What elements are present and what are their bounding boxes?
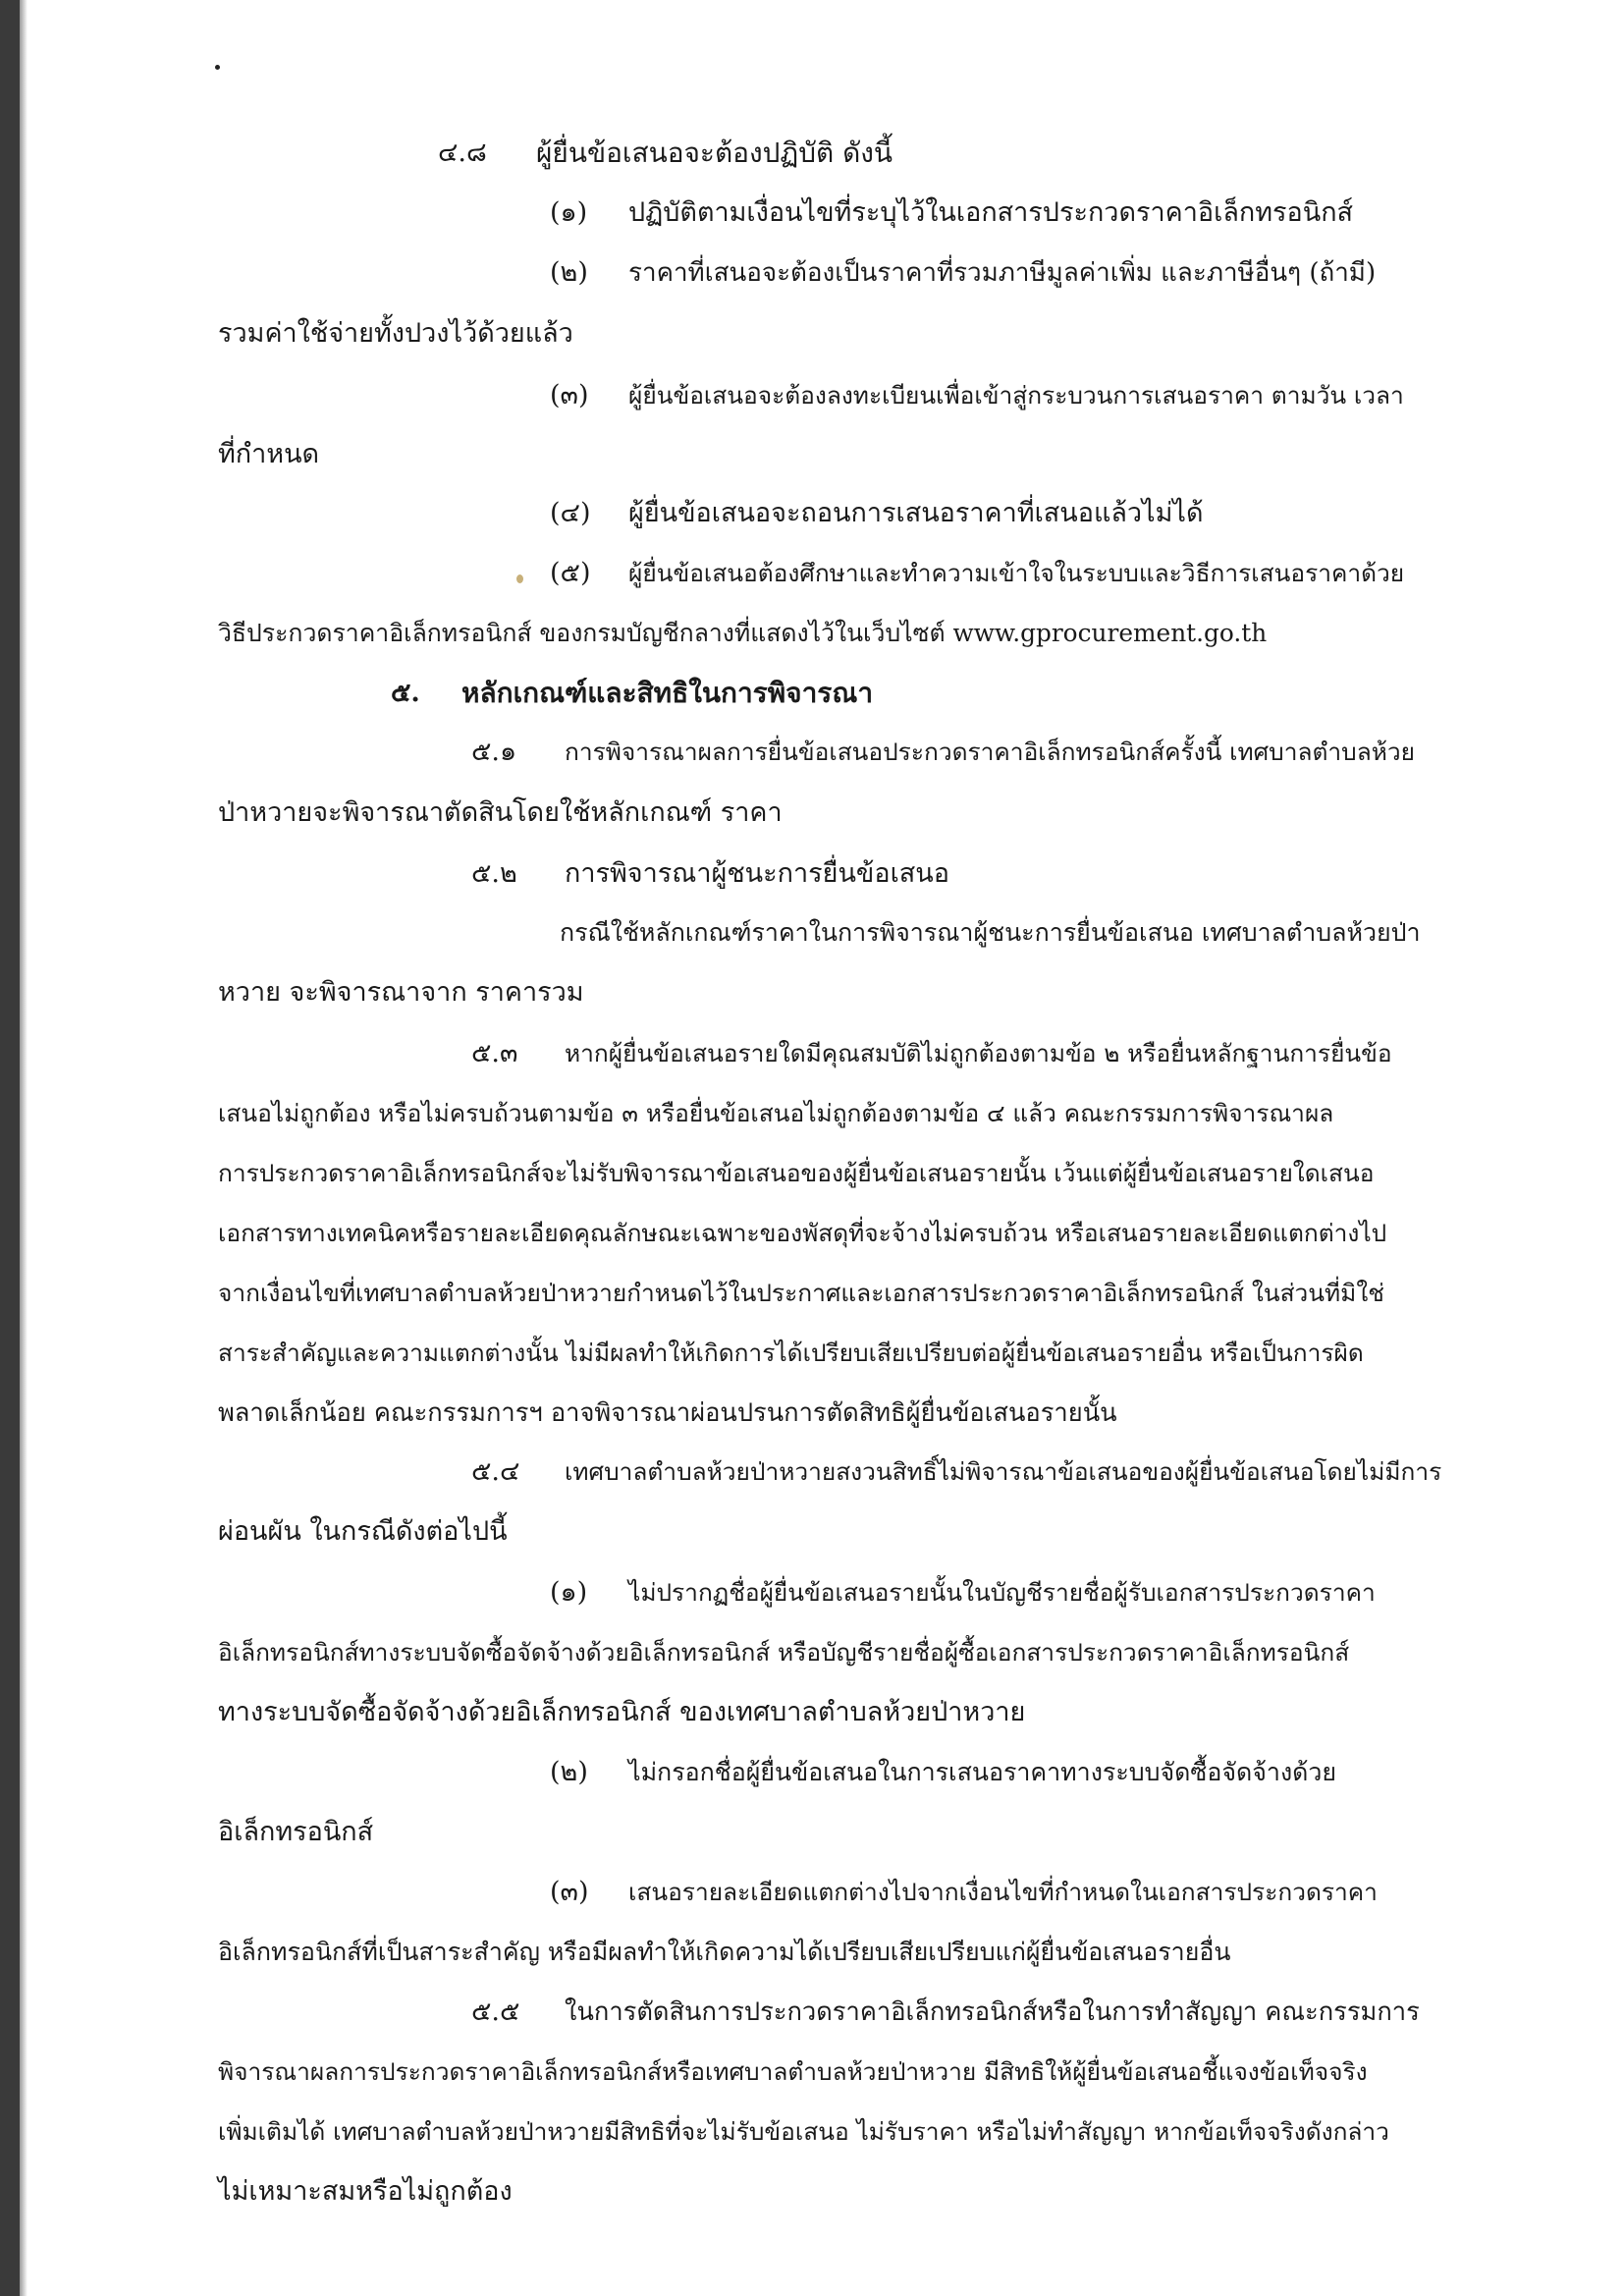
- text-line: จากเงื่อนไขที่เทศบาลตำบลห้วยป่าหวายกำหนดไว้ในประกาศและเอกสารประกวดราคาอิเล็กทรอนิกส์ ในส่วนที่มิใช่: [218, 1279, 1384, 1307]
- text-line: ผู้ยื่นข้อเสนอจะต้องลงทะเบียนเพื่อเข้าสู่กระบวนการเสนอราคา ตามวัน เวลา: [628, 381, 1404, 410]
- text-line: ไม่กรอกชื่อผู้ยื่นข้อเสนอในการเสนอราคาทางระบบจัดซื้อจัดจ้างด้วย: [628, 1758, 1337, 1786]
- text-line: ผู้ยื่นข้อเสนอจะต้องปฏิบัติ ดังนี้: [536, 137, 893, 169]
- text-line: อิเล็กทรอนิกส์: [218, 1817, 374, 1847]
- item-number: (๓): [550, 1877, 589, 1907]
- text-line: ปฏิบัติตามเงื่อนไขที่ระบุไว้ในเอกสารประกวดราคาอิเล็กทรอนิกส์: [628, 197, 1354, 228]
- text-line: อิเล็กทรอนิกส์ทางระบบจัดซื้อจัดจ้างด้วยอิเล็กทรอนิกส์ หรือบัญชีรายชื่อผู้ซื้อเอกสารประกวดราคาอิเล็กทรอนิกส์: [218, 1638, 1350, 1667]
- text-line: สาระสำคัญและความแตกต่างนั้น ไม่มีผลทำให้เกิดการได้เปรียบเสียเปรียบต่อผู้ยื่นข้อเสนอรายอื่น หรือเป็นการผิด: [218, 1339, 1364, 1367]
- item-number: (๑): [550, 1577, 588, 1608]
- clause-number: ๕.๕: [471, 1996, 520, 2027]
- text-line: เอกสารทางเทคนิคหรือรายละเอียดคุณลักษณะเฉพาะของพัสดุที่จะจ้างไม่ครบถ้วน หรือเสนอรายละเอียดแตกต่างไป: [218, 1219, 1387, 1247]
- text-line: เสนอไม่ถูกต้อง หรือไม่ครบถ้วนตามข้อ ๓ หรือยื่นข้อเสนอไม่ถูกต้องตามข้อ ๔ แล้ว คณะกรรมการพิจารณาผล: [218, 1099, 1334, 1127]
- text-line: การประกวดราคาอิเล็กทรอนิกส์จะไม่รับพิจารณาข้อเสนอของผู้ยื่นข้อเสนอรายนั้น เว้นแต่ผู้ยื่นข้อเสนอรายใดเสนอ: [218, 1159, 1375, 1187]
- section-number: ๕.: [391, 678, 420, 708]
- text-line: ป่าหวายจะพิจารณาตัดสินโดยใช้หลักเกณฑ์ ราคา: [218, 797, 783, 828]
- text-line: เสนอรายละเอียดแตกต่างไปจากเงื่อนไขที่กำหนดในเอกสารประกวดราคา: [628, 1878, 1378, 1906]
- clause-number: ๕.๑: [471, 737, 517, 767]
- text-line: ไม่เหมาะสมหรือไม่ถูกต้อง: [218, 2176, 513, 2207]
- text-line: อิเล็กทรอนิกส์ที่เป็นสาระสำคัญ หรือมีผลทำให้เกิดความได้เปรียบเสียเปรียบแก่ผู้ยื่นข้อเสนอรายอื่น: [218, 1938, 1231, 1966]
- scan-edge: [0, 0, 20, 2296]
- text-line: หากผู้ยื่นข้อเสนอรายใดมีคุณสมบัติไม่ถูกต้องตามข้อ ๒ หรือยื่นหลักฐานการยื่นข้อ: [565, 1039, 1392, 1067]
- scan-speck: [516, 574, 523, 583]
- text-line: ทางระบบจัดซื้อจัดจ้างด้วยอิเล็กทรอนิกส์ ของเทศบาลตำบลห้วยป่าหวาย: [218, 1697, 1026, 1727]
- text-line: ในการตัดสินการประกวดราคาอิเล็กทรอนิกส์หรือในการทำสัญญา คณะกรรมการ: [565, 1997, 1420, 2027]
- text-line: พลาดเล็กน้อย คณะกรรมการฯ อาจพิจารณาผ่อนปรนการตัดสิทธิผู้ยื่นข้อเสนอรายนั้น: [218, 1398, 1117, 1428]
- text-line: เทศบาลตำบลห้วยป่าหวายสงวนสิทธิ์ไม่พิจารณาข้อเสนอของผู้ยื่นข้อเสนอโดยไม่มีการ: [565, 1457, 1442, 1486]
- text-line: กรณีใช้หลักเกณฑ์ราคาในการพิจารณาผู้ชนะการยื่นข้อเสนอ เทศบาลตำบลห้วยป่า: [560, 918, 1421, 947]
- text-line: การพิจารณาผลการยื่นข้อเสนอประกวดราคาอิเล็กทรอนิกส์ครั้งนี้ เทศบาลตำบลห้วย: [565, 738, 1416, 766]
- scan-edge-shadow: [20, 0, 27, 2296]
- text-line: ราคาที่เสนอจะต้องเป็นราคาที่รวมภาษีมูลค่าเพิ่ม และภาษีอื่นๆ (ถ้ามี): [628, 258, 1377, 288]
- item-number: (๓): [550, 380, 589, 410]
- clause-number: ๕.๒: [471, 858, 517, 889]
- text-line: ผ่อนผัน ในกรณีดังต่อไปนี้: [218, 1516, 508, 1547]
- item-number: (๑): [550, 197, 588, 228]
- text-line: วิธีประกวดราคาอิเล็กทรอนิกส์ ของกรมบัญชีกลางที่แสดงไว้ในเว็บไซต์ www.gprocurement.go.th: [218, 619, 1268, 647]
- text-line: เพิ่มเติมได้ เทศบาลตำบลห้วยป่าหวายมีสิทธิที่จะไม่รับข้อเสนอ ไม่รับราคา หรือไม่ทำสัญญา หากข้อเท็จจริงดังกล่าว: [218, 2117, 1389, 2146]
- section-heading: หลักเกณฑ์และสิทธิในการพิจารณา: [461, 677, 874, 709]
- item-number: (๒): [550, 257, 588, 288]
- clause-number: ๔.๘: [438, 137, 487, 168]
- text-line: หวาย จะพิจารณาจาก ราคารวม: [218, 977, 584, 1008]
- clause-number: ๕.๔: [471, 1456, 520, 1487]
- item-number: (๔): [550, 498, 591, 528]
- text-line: ผู้ยื่นข้อเสนอต้องศึกษาและทำความเข้าใจในระบบและวิธีการเสนอราคาด้วย: [628, 559, 1405, 587]
- text-line: พิจารณาผลการประกวดราคาอิเล็กทรอนิกส์หรือเทศบาลตำบลห้วยป่าหวาย มีสิทธิให้ผู้ยื่นข้อเสนอชี้แจงข้อเท็จจริง: [218, 2057, 1368, 2086]
- item-number: (๒): [550, 1757, 588, 1787]
- clause-number: ๕.๓: [471, 1038, 518, 1068]
- text-line: รวมค่าใช้จ่ายทั้งปวงไว้ด้วยแล้ว: [218, 318, 573, 349]
- text-line: ไม่ปรากฏชื่อผู้ยื่นข้อเสนอรายนั้นในบัญชีรายชื่อผู้รับเอกสารประกวดราคา: [628, 1578, 1376, 1607]
- scan-speck: [215, 65, 220, 70]
- text-line: ที่กำหนด: [218, 439, 320, 469]
- text-line: ผู้ยื่นข้อเสนอจะถอนการเสนอราคาที่เสนอแล้วไม่ได้: [628, 498, 1204, 528]
- text-line: การพิจารณาผู้ชนะการยื่นข้อเสนอ: [565, 858, 949, 889]
- item-number: (๕): [550, 558, 591, 588]
